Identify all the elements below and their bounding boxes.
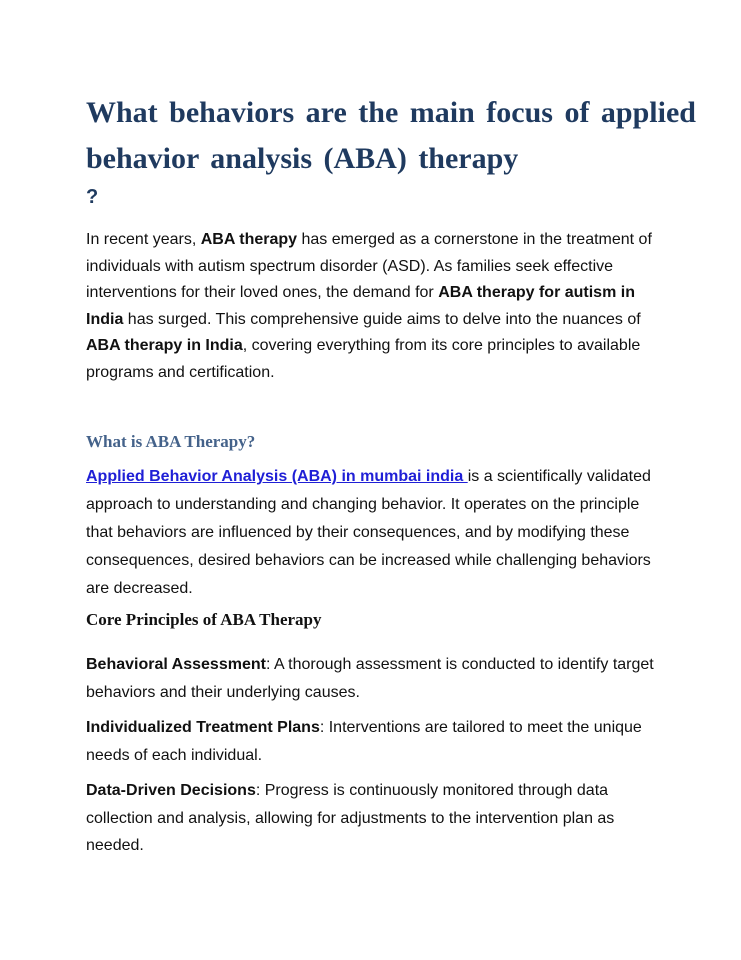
principle-term: Individualized Treatment Plans [86,719,320,736]
page-title-question-mark: ? [86,186,99,208]
intro-text-2: has emerged as a cornerstone in the treatment of individuals with autism spectrum disorder (ASD). As families seek effective interventions for their loved ones, the demand for [86,231,652,301]
section-heading-what-is-aba: What is ABA Therapy? [86,432,256,451]
principle-desc: : Progress is continuously monitored through data collection and analysis, allowing for adjustments to the intervention plan as needed. [86,782,615,854]
page-title-text: What behaviors are the main focus of applied behavior analysis (ABA) therapy [86,96,696,175]
principle-term: Data-Driven Decisions [86,782,256,799]
principle-desc: : Interventions are tailored to meet the unique needs of each individual. [86,719,642,764]
what-is-aba-body: is a scientifically validated approach to understanding and changing behavior. It operates on the principle that behaviors are influenced by their consequences, and by modifying these consequences, desired behaviors can be increased while challenging behaviors are decreased. [86,468,651,597]
intro-bold-aba-therapy: ABA therapy [200,231,298,248]
principle-desc: : A thorough assessment is conducted to identify target behaviors and their underlying causes. [86,656,654,701]
what-is-aba-paragraph [86,463,656,603]
principle-item [86,714,656,769]
intro-paragraph [86,227,656,386]
intro-text-3: has surged. This comprehensive guide aims to delve into the nuances of [123,310,641,328]
intro-bold-aba-india: ABA therapy in India [86,337,243,354]
intro-text-4: , covering everything from its core principles to available programs and certification. [86,337,641,381]
principle-term: Behavioral Assessment [86,656,266,673]
principle-item [86,651,656,706]
principle-item [86,777,656,860]
aba-mumbai-link[interactable]: Applied Behavior Analysis (ABA) in mumbai india [86,468,468,485]
page-title [86,90,696,210]
section-heading-core-principles: Core Principles of ABA Therapy [86,610,322,629]
intro-bold-aba-autism-india: ABA therapy for autism in India [86,284,635,328]
intro-text-1: In recent years, [86,231,201,248]
